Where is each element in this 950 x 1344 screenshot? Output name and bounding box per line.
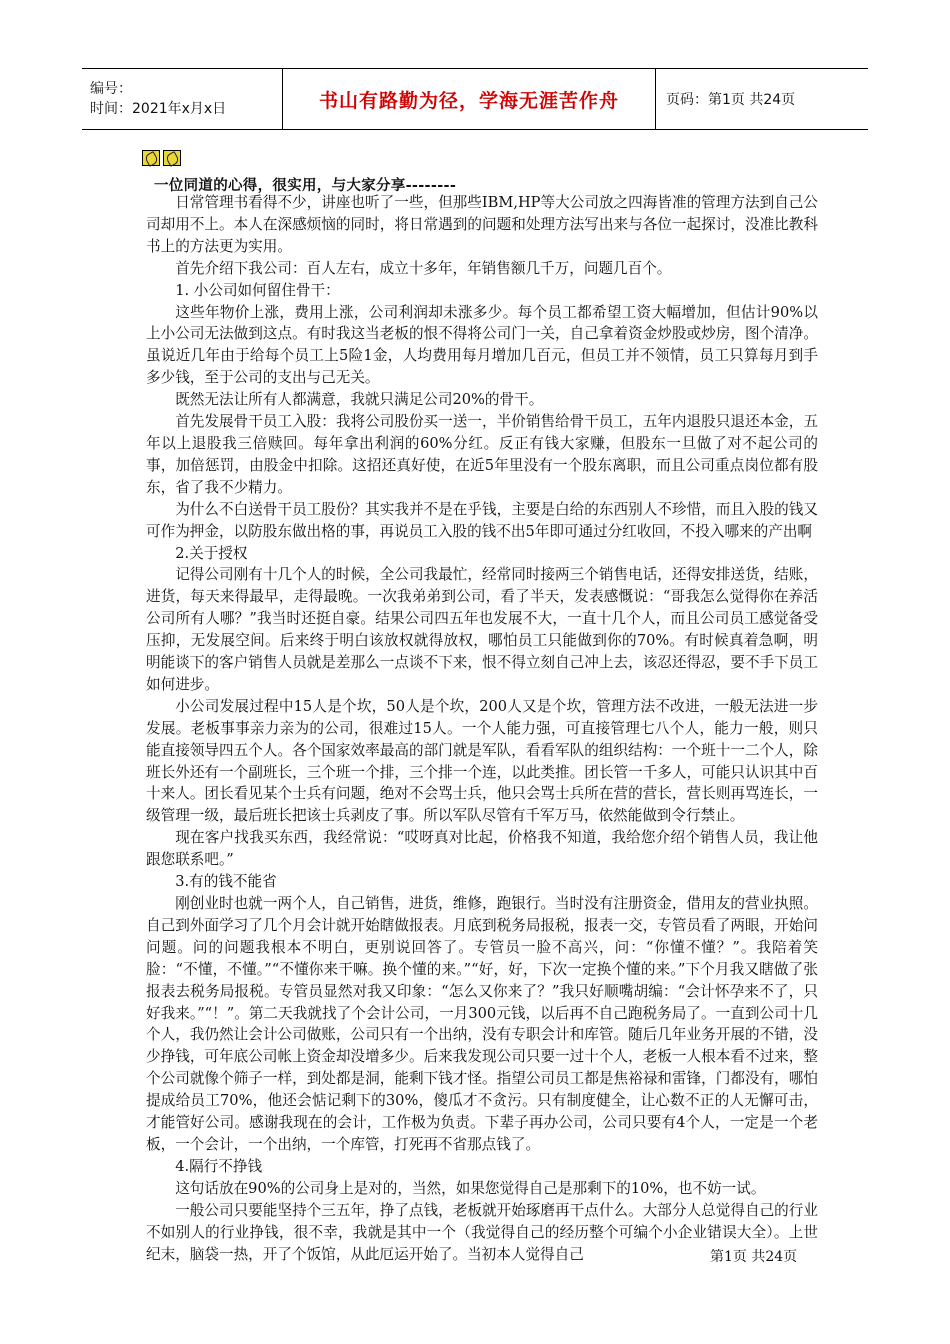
paragraph: 记得公司刚有十几个人的时候，全公司我最忙，经常同时接两三个销售电话，还得安排送货，结账，进货，每天来得最早，走得最晚。一次我弟弟到公司，看了半天，发表感慨说：“哥我怎么觉得你在养活公司所有人哪？”我当时还挺自豪。结果公司四五年也发展不大，一直十几个人，而且公司员工感觉备受压抑，无发展空间。后来终于明白该放权就得放权，哪怕员工只能做到你的70%。有时候真着急啊，明明能谈下的客户销售人员就是差那么一点谈不下来，恨不得立刻自己冲上去，该忍还得忍，要不手下员工如何进步。 <box>146 566 818 693</box>
section-heading: 3.有的钱不能省 <box>175 873 277 891</box>
pencil-icon <box>163 150 181 166</box>
paragraph: 一般公司只要能坚持个三五年，挣了点钱，老板就开始琢磨再干点什么。大部分人总觉得自己的行业不如别人的行业挣钱，很不幸，我就是其中一个（我觉得自己的经历整个可编个小企业错误大全）。上世纪末，脑袋一热，开了个饭馆，从此厄运开始了。当初本人觉得自己 <box>146 1201 818 1263</box>
page-header <box>82 68 868 130</box>
paragraph: 为什么不白送骨干员工股份？其实我并不是在乎钱，主要是白给的东西别人不珍惜，而且入股的钱又可作为押金，以防股东做出格的事，再说员工入股的钱不出5年即可通过分红收回，不投入哪来的产出啊 <box>146 500 818 540</box>
paragraph: 首先介绍下我公司：百人左右，成立十多年，年销售额几千万，问题几百个。 <box>175 259 672 277</box>
section-heading: 4.隔行不挣钱 <box>175 1157 263 1175</box>
paragraph: 这句话放在90%的公司身上是对的，当然，如果您觉得自己是那剩下的10%，也不妨一试。 <box>175 1179 766 1197</box>
icon-group <box>142 150 181 166</box>
paragraph: 刚创业时也就一两个人，自己销售，进货，维修，跑银行。当时没有注册资金，借用友的营业执照。自己到外面学习了几个月会计就开始瞎做报表。月底到税务局报税，报表一交，专管员看了两眼，开始问问题。问的问题我根本不明白，更别说回答了。专管员一脸不高兴，问：“你懂不懂？”。我陪着笑脸：“不懂，不懂。”“不懂你来干嘛。换个懂的来。”“好，好，下次一定换个懂的来。”下个月我又瞎做了张报表去税务局报税。专管员显然对我又印象：“怎么又你来了？”我只好顺嘴胡编：“会计怀孕来不了，只好我来。”“！”。第二天我就找了个会计公司，一月300元钱，以后再不自己跑税务局了。一直到公司十几个人，我仍然让会计公司做账，公司只有一个出纳，没有专职会计和库管。随后几年业务开展的不错，没少挣钱，可年底公司帐上资金却没增多少。后来我发现公司只要一过十个人，老板一人根本看不过来，整个公司就像个筛子一样，到处都是洞，能剩下钱才怪。指望公司员工都是焦裕禄和雷锋，门都没有，哪怕提成给员工70%，他还会惦记剩下的30%，傻瓜才不贪污。只有制度健全，让心数不正的人无懈可击，才能管好公司。感谢我现在的会计，工作极为负责。下辈子再办公司，公司只要有4个人，一定是一个老板，一个会计，一个出纳，一个库管，打死再不省那点钱了。 <box>146 895 818 1153</box>
time-label: 时间：2021年x月x日 <box>90 101 227 117</box>
paragraph: 现在客户找我买东西，我经常说：“哎呀真对比起，价格我不知道，我给您介绍个销售人员，我让他跟您联系吧。” <box>146 829 818 869</box>
paragraph: 小公司发展过程中15人是个坎，50人是个坎，200人又是个坎，管理方法不改进，一般无法进一步发展。老板事事亲力亲为的公司，很难过15人。一个人能力强，可直接管理七八个人，能力一般，则只能直接领导四五个人。各个国家效率最高的部门就是军队，看看军队的组织结构：一个班十一二个人，除班长外还有一个副班长，三个班一个排，三个排一个连，以此类推。团长管一千多人，可能只认识其中百十来人。团长看见某个士兵有问题，绝对不会骂士兵，他只会骂士兵所在营的营长，营长则再骂连长，一级管理一级，最后班长把该士兵剥皮了事。所以军队尽管有千军万马，依然能做到令行禁止。 <box>146 697 818 825</box>
motto-text: 书山有路勤为径，学海无涯苦作舟 <box>318 89 619 112</box>
section-heading: 2.关于授权 <box>175 544 248 562</box>
header-motto <box>282 69 656 129</box>
article-title: 一位同道的心得，很实用，与大家分享-------- <box>154 178 457 194</box>
paragraph: 首先发展骨干员工入股：我将公司股份买一送一，半价销售给骨干员工，五年内退股只退还本金，五年以上退股我三倍赎回。每年拿出利润的60%分红。反正有钱大家赚，但股东一旦做了对不起公司的事，加倍惩罚，由股金中扣除。这招还真好使，在近5年里没有一个股东离职，而且公司重点岗位都有股东，省了我不少精力。 <box>146 413 818 496</box>
page-label: 页码：第1页 共24页 <box>666 92 796 108</box>
article-body <box>146 192 818 1265</box>
paragraph: 既然无法让所有人都满意，我就只满足公司20%的骨干。 <box>175 391 544 409</box>
header-meta <box>82 69 282 129</box>
page-footer: 第1页 共24页 <box>710 1249 798 1265</box>
pencil-icon <box>142 150 160 166</box>
header-page <box>656 69 868 129</box>
paragraph: 这些年物价上涨，费用上涨，公司利润却未涨多少。每个员工都希望工资大幅增加，但估计90%以上小公司无法做到这点。有时我这当老板的恨不得将公司门一关，自己拿着资金炒股或炒房，图个清净。虽说近几年由于给每个员工上5险1金，人均费用每月增加几百元，但员工并不领情，员工只算每月到手多少钱，至于公司的支出与己无关。 <box>146 303 818 387</box>
number-label: 编号： <box>90 81 132 97</box>
paragraph: 日常管理书看得不少，讲座也听了一些，但那些IBM,HP等大公司放之四海皆准的管理方法到自己公司却用不上。本人在深感烦恼的同时，将日常遇到的问题和处理方法写出来与各位一起探讨，没准比教科书上的方法更为实用。 <box>146 194 818 255</box>
section-heading: 1. 小公司如何留住骨干： <box>175 281 340 299</box>
